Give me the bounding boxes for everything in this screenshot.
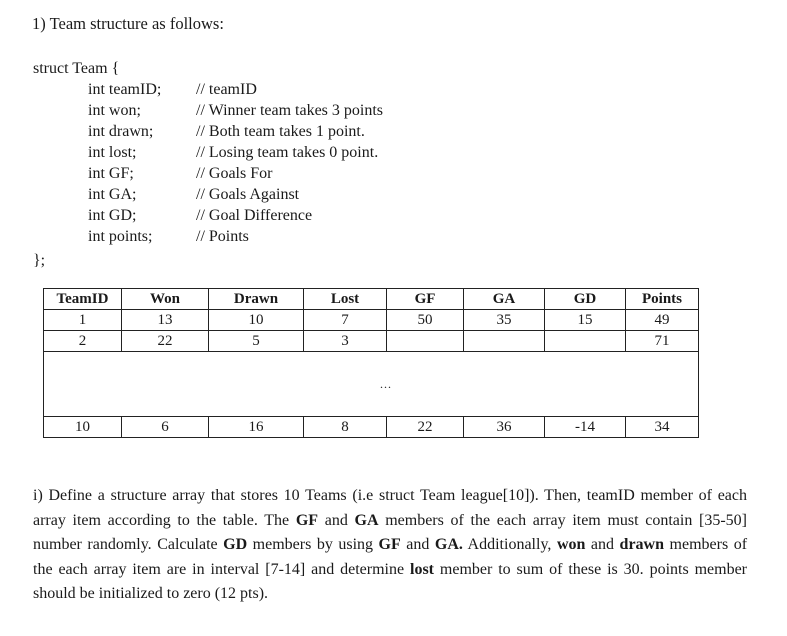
table-cell: 49 xyxy=(626,310,699,331)
struct-fields xyxy=(88,79,161,247)
task-bold: GF xyxy=(378,536,401,553)
struct-comments xyxy=(196,79,383,247)
column-header: Points xyxy=(626,289,699,310)
task-text: and xyxy=(318,511,355,529)
task-bold: GA xyxy=(354,511,379,529)
field-comment: // Both team takes 1 point. xyxy=(196,123,365,140)
struct-close-line: }; xyxy=(33,252,46,269)
task-text: and xyxy=(400,536,435,553)
column-header: TeamID xyxy=(44,289,122,310)
table-cell xyxy=(387,331,464,352)
table-header-row xyxy=(44,289,699,310)
table-cell: 1 xyxy=(44,310,122,331)
table-cell: 34 xyxy=(626,417,699,438)
field-decl: int points; xyxy=(88,228,153,245)
task-bold: drawn xyxy=(619,536,664,553)
table-ellipsis-cell xyxy=(44,352,699,417)
table-cell: 15 xyxy=(545,310,626,331)
table-cell: 13 xyxy=(122,310,209,331)
table-cell: 10 xyxy=(44,417,122,438)
field-decl: int GF; xyxy=(88,165,134,182)
table-cell xyxy=(464,331,545,352)
task-text: members of the each array item are in interval [7-14] and determine xyxy=(33,536,748,578)
table-gap-row xyxy=(44,352,699,417)
table-cell: 7 xyxy=(304,310,387,331)
field-decl: int won; xyxy=(88,102,141,119)
table-row xyxy=(44,310,699,331)
field-decl: int drawn; xyxy=(88,123,154,140)
table-cell: 3 xyxy=(304,331,387,352)
question-heading: 1) Team structure as follows: xyxy=(32,14,224,33)
task-text: i) Define a structure array that stores 10 Teams (i.e struct Team league[10]). Then, teamID member of each array item according to the table. The xyxy=(33,487,747,529)
field-decl: int GD; xyxy=(88,207,137,224)
field-comment: // Points xyxy=(196,228,249,245)
table-cell: -14 xyxy=(545,417,626,438)
field-comment: // Winner team takes 3 points xyxy=(196,102,384,119)
column-header: GF xyxy=(387,289,464,310)
table-cell: 8 xyxy=(304,417,387,438)
column-header: Won xyxy=(122,289,209,310)
task-text: members of the each array item must contain [35-50] number randomly. Calculate xyxy=(33,511,748,553)
field-comment: // Goals For xyxy=(196,165,273,182)
task-bold: GF xyxy=(295,511,319,529)
task-text: member to sum of these is 30. points member should be initialized to zero (12 pts). xyxy=(33,560,748,602)
task-bold: won xyxy=(556,536,586,553)
table-cell: 36 xyxy=(464,417,545,438)
table-cell: 35 xyxy=(464,310,545,331)
field-comment: // Losing team takes 0 point. xyxy=(196,144,379,161)
task-bold: GA. xyxy=(434,536,463,553)
table-cell: 50 xyxy=(387,310,464,331)
field-decl: int lost; xyxy=(88,144,137,161)
ellipsis: ... xyxy=(380,377,392,391)
task-bold: lost xyxy=(410,560,434,578)
table-cell: 16 xyxy=(209,417,304,438)
table-cell: 10 xyxy=(209,310,304,331)
field-comment: // Goals Against xyxy=(196,186,300,203)
column-header: Drawn xyxy=(209,289,304,310)
column-header: GD xyxy=(545,289,626,310)
field-decl: int teamID; xyxy=(88,81,162,98)
table-cell: 6 xyxy=(122,417,209,438)
table-cell: 2 xyxy=(44,331,122,352)
column-header: Lost xyxy=(304,289,387,310)
table-row xyxy=(44,331,699,352)
table-row xyxy=(44,417,699,438)
table-cell: 71 xyxy=(626,331,699,352)
struct-open-line: struct Team { xyxy=(33,60,120,77)
task-text: members by using xyxy=(247,536,379,553)
field-decl: int GA; xyxy=(88,186,137,203)
table-cell xyxy=(545,331,626,352)
field-comment: // teamID xyxy=(196,81,257,98)
field-comment: // Goal Difference xyxy=(196,207,313,224)
task-paragraph xyxy=(33,484,747,607)
task-text: and xyxy=(585,536,620,553)
task-bold: GD xyxy=(223,536,248,553)
column-header: GA xyxy=(464,289,545,310)
table-cell: 22 xyxy=(387,417,464,438)
table-cell: 5 xyxy=(209,331,304,352)
task-text: Additionally, xyxy=(462,536,557,553)
table-cell: 22 xyxy=(122,331,209,352)
team-table xyxy=(43,288,699,438)
